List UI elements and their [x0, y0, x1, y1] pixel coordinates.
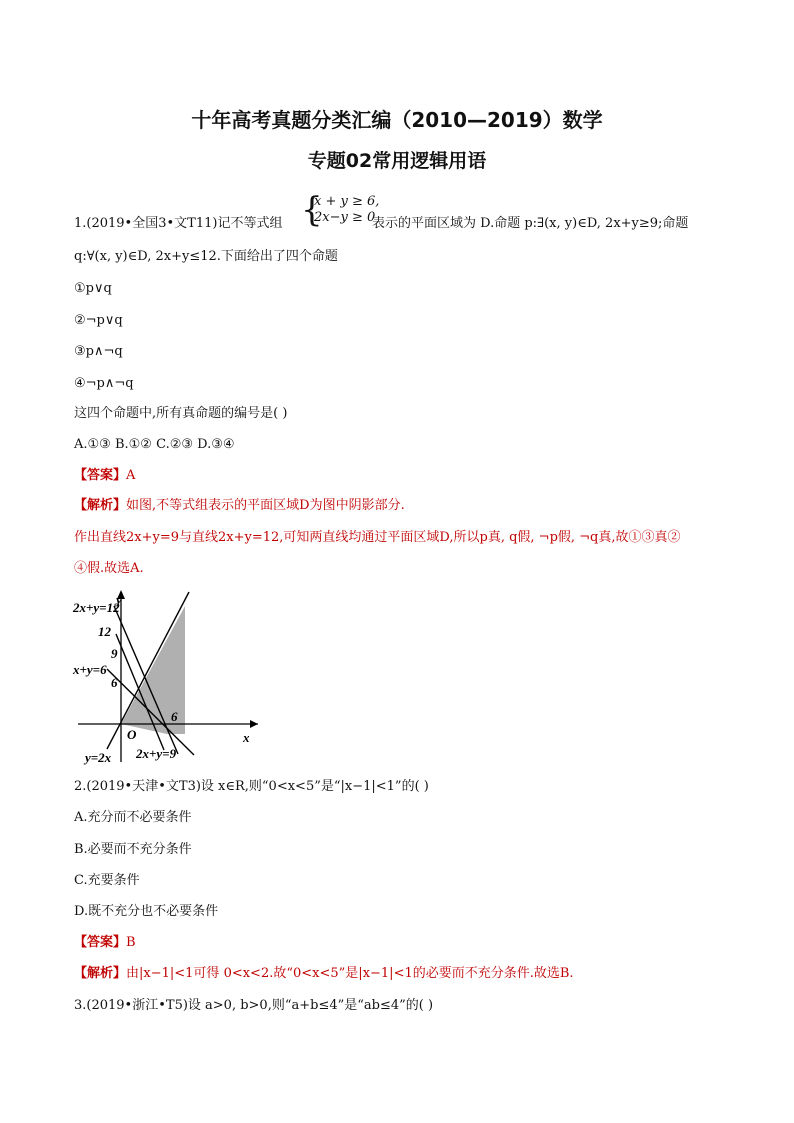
q2-analysis-tag: 【解析】: [74, 966, 127, 981]
q2-stem: 2.(2019•天津•文T3)设 x∈R,则“0<x<5”是“|x−1|<1”的( ): [74, 779, 429, 794]
q1-answer-tag: 【答案】: [74, 468, 127, 483]
label-2x-y-9: 2x+y=9: [136, 746, 177, 761]
q2-option-b: B.必要而不充分条件: [74, 842, 192, 857]
q1-choices: A.①③ B.①② C.②③ D.③④: [74, 437, 235, 452]
q1-question: 这四个命题中,所有真命题的编号是( ): [74, 406, 288, 421]
tick-12: 12: [98, 624, 111, 639]
x-axis-label: x: [243, 730, 250, 745]
q1-prefix: 1.(2019•全国3•文T11)记不等式组: [74, 216, 283, 231]
q2-answer-tag: 【答案】: [74, 935, 127, 950]
system-brace: {: [301, 190, 323, 230]
x-axis-arrow: [250, 720, 258, 728]
origin-label: O: [127, 727, 137, 742]
q1-option-2: ②¬p∨q: [74, 313, 123, 328]
system-line-2: 2x−y ≥ 0: [314, 210, 376, 225]
label-2x-y-12: 2x+y=12: [73, 600, 120, 615]
region-figure: [70, 586, 260, 766]
q2-option-c: C.充要条件: [74, 873, 140, 888]
document-title: 十年高考真题分类汇编（2010—2019）数学: [191, 108, 603, 132]
document-subtitle: 专题02常用逻辑用语: [307, 150, 487, 172]
q1-analysis-tag: 【解析】: [74, 498, 127, 513]
q1-answer: A: [126, 468, 136, 483]
tick-6: 6: [111, 675, 118, 690]
q3-stem: 3.(2019•浙江•T5)设 a>0, b>0,则“a+b≤4”是“ab≤4”的( ): [74, 998, 434, 1013]
q2-option-d: D.既不充分也不必要条件: [74, 904, 219, 919]
q1-option-1: ①p∨q: [74, 281, 112, 296]
system-line-1: x + y ≥ 6,: [314, 194, 380, 209]
q2-option-a: A.充分而不必要条件: [74, 810, 192, 825]
q1-analysis-2: 作出直线2x+y=9与直线2x+y=12,可知两直线均通过平面区域D,所以p真, q假, ¬p假, ¬q真,故①③真②: [74, 530, 681, 545]
tick-9: 9: [111, 646, 118, 661]
q1-suffix: 表示的平面区域为 D.命题 p:∃(x, y)∈D, 2x+y≥9;命题: [372, 216, 689, 231]
q1-line2: q:∀(x, y)∈D, 2x+y≤12.下面给出了四个命题: [74, 249, 338, 264]
label-x-y-6: x+y=6: [73, 662, 107, 677]
tick-6-x: 6: [171, 709, 178, 724]
q1-analysis-1: 如图,不等式组表示的平面区域D为图中阴影部分.: [126, 498, 405, 513]
q1-analysis-3: ④假.故选A.: [74, 561, 144, 576]
y-axis-label: y: [116, 592, 122, 607]
q2-analysis: 由|x−1|<1可得 0<x<2.故“0<x<5”是|x−1|<1的必要而不充分条件.故选B.: [126, 966, 574, 981]
q2-answer: B: [126, 935, 136, 950]
q1-option-3: ③p∧¬q: [74, 344, 123, 359]
q1-option-4: ④¬p∧¬q: [74, 376, 134, 391]
label-y-2x: y=2x: [85, 750, 112, 765]
